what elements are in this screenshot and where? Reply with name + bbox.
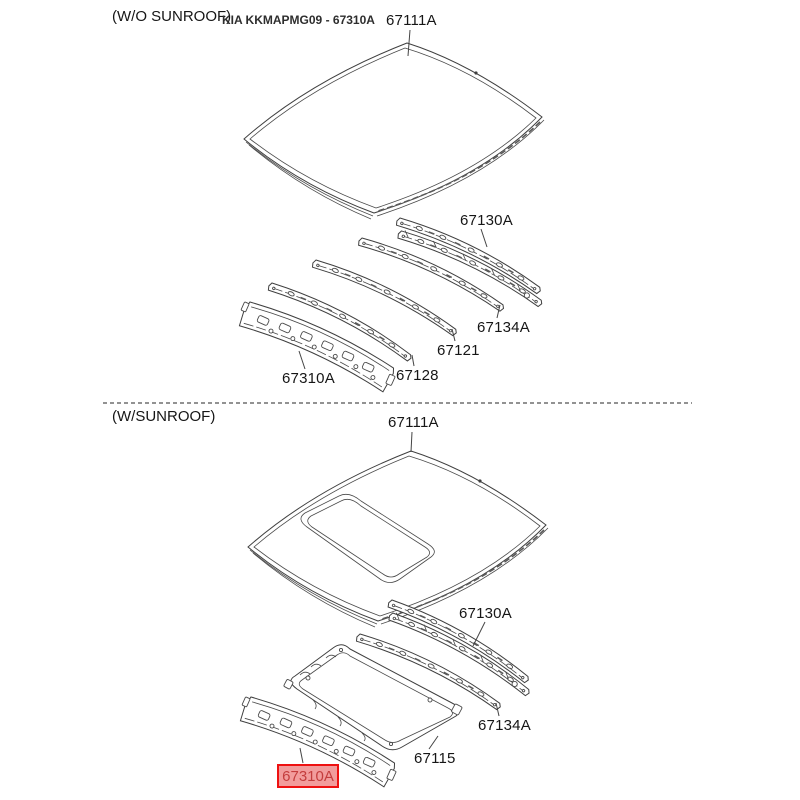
part-label-center-bow-top[interactable]: 67121 (437, 342, 480, 359)
part-label-rail-extension-bottom[interactable]: 67134A (478, 717, 531, 734)
section-title-with-sunroof: (W/SUNROOF) (112, 408, 216, 425)
part-label-roof-panel-top[interactable]: 67111A (386, 12, 437, 29)
part-label-roof-panel-bottom[interactable]: 67111A (388, 414, 439, 431)
roof-panel-art-top (244, 43, 544, 219)
roof-panel-sunroof-art (248, 451, 548, 627)
center-bow-art-top (311, 254, 461, 337)
part-label-rear-rail-top[interactable]: 67310A (282, 370, 335, 387)
selected-part-label-rear-rail[interactable]: 67310A (277, 764, 339, 788)
part-label-rear-bow-top[interactable]: 67128 (396, 367, 439, 384)
section-title-without-sunroof: (W/O SUNROOF) (112, 8, 232, 25)
part-label-rail-extension-top[interactable]: 67134A (477, 319, 530, 336)
catalog-watermark: KIA KKMAPMG09 - 67310A (222, 13, 375, 27)
part-label-sunroof-frame[interactable]: 67115 (414, 750, 456, 767)
part-label-front-rail-top[interactable]: 67130A (460, 212, 513, 229)
part-label-front-rail-bottom[interactable]: 67130A (459, 605, 512, 622)
